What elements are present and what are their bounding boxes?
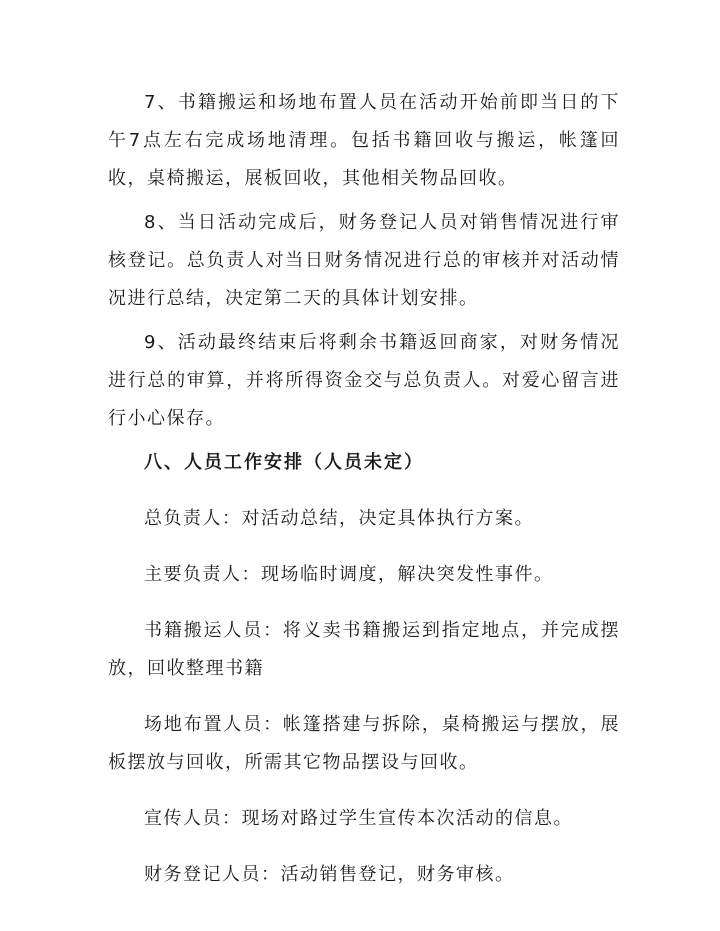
role-publicity: 宣传人员：现场对路过学生宣传本次活动的信息。 bbox=[144, 808, 573, 829]
section-heading: 八、人员工作安排（人员未定） bbox=[144, 452, 424, 473]
role-finance-registration: 财务登记人员：活动销售登记，财务审核。 bbox=[144, 864, 515, 885]
role-main-manager: 主要负责人：现场临时调度，解决突发性事件。 bbox=[144, 564, 554, 585]
paragraph-item-8: 8、当日活动完成后，财务登记人员对销售情况进行审核登记。总负责人对当日财务情况进行总的审核并对活动情况进行总结，决定第二天的具体计划安排。 bbox=[108, 212, 620, 309]
role-venue-setup: 场地布置人员：帐篷搭建与拆除，桌椅搬运与摆放，展板摆放与回收，所需其它物品摆设与回收。 bbox=[108, 714, 620, 773]
role-general-manager: 总负责人：对活动总结，决定具体执行方案。 bbox=[144, 508, 534, 529]
paragraph-item-9: 9、活动最终结束后将剩余书籍返回商家，对财务情况进行总的审算，并将所得资金交与总负责人。对爱心留言进行小心保存。 bbox=[108, 332, 620, 429]
paragraph-item-7: 7、书籍搬运和场地布置人员在活动开始前即当日的下午7点左右完成场地清理。包括书籍回收与搬运，帐篷回收，桌椅搬运，展板回收，其他相关物品回收。 bbox=[108, 92, 620, 189]
role-book-movers: 书籍搬运人员：将义卖书籍搬运到指定地点，并完成摆放，回收整理书籍 bbox=[108, 620, 620, 679]
